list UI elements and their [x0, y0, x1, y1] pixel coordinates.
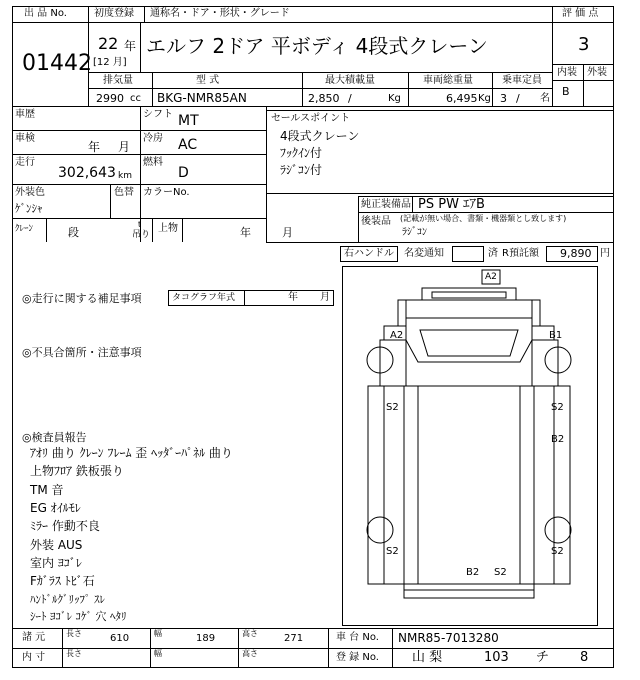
- inspector-line: 上物ﾌﾛｱ 鉄板張り: [30, 464, 124, 478]
- displacement: 2990: [96, 92, 124, 105]
- shift: MT: [178, 113, 199, 129]
- reg-year: 22: [98, 34, 119, 53]
- max-load: 2,850: [308, 92, 340, 105]
- tacho-year: 年: [288, 292, 298, 303]
- capacity-name: 名: [540, 93, 550, 104]
- rhd-label: 右ハンドル: [344, 248, 394, 259]
- mark-b1-right: B1: [549, 330, 563, 341]
- mark-b2-right: B2: [551, 434, 565, 445]
- sales-points-label: セールスポイント: [271, 113, 351, 124]
- wheel-rear-right: [545, 517, 571, 543]
- chassis: NMR85-7013280: [398, 631, 499, 645]
- recycle-amount: 9,890: [560, 247, 592, 260]
- upper-month: 月: [282, 226, 293, 239]
- plate-class: 103: [484, 650, 509, 665]
- gvw-label: 車両総重量: [423, 75, 473, 86]
- interior-grade: B: [562, 85, 570, 98]
- mark-s2-left-low: S2: [386, 546, 399, 557]
- tacho-label: タコグラフ年式: [172, 293, 236, 303]
- tacho-month: 月: [320, 292, 330, 303]
- color-change-label: 色替: [114, 187, 134, 198]
- model-grade-label: 通称名・ドア・形状・グレード: [150, 8, 290, 19]
- interior-dims-label: 内 寸: [22, 652, 46, 663]
- mark-a2-top: A2: [485, 272, 497, 282]
- cab-top-outline: [432, 292, 506, 298]
- crane-ton: t: [138, 220, 142, 229]
- height: 271: [284, 633, 304, 644]
- exterior-label: 外装: [587, 67, 607, 78]
- capacity: 3: [500, 92, 507, 105]
- inspector-line: Fｶﾞﾗｽ ﾄﾋﾞ石: [30, 574, 95, 588]
- interior-width-label: 幅: [154, 649, 162, 658]
- aftermarket-items: ﾗｼﾞｺﾝ: [402, 227, 427, 238]
- displacement-unit: cc: [130, 93, 141, 104]
- mark-s2-rear: S2: [494, 567, 507, 578]
- width: 189: [196, 633, 216, 644]
- aftermarket-note: (記載が無い場合、書類・機器類とし致します): [400, 214, 567, 223]
- history-label: 車歴: [15, 109, 35, 120]
- model-label: 型 式: [196, 75, 220, 86]
- height-label: 高さ: [242, 629, 258, 638]
- rear-gate: [404, 584, 534, 598]
- genuine-equipment: PS PW ｴｱB: [418, 197, 485, 212]
- vehicle-name: エルフ 2ドア 平ボディ 4段式クレーン: [146, 34, 488, 58]
- gvw-unit: Kg: [478, 93, 491, 104]
- inspector-line: ﾐﾗｰ 作動不良: [30, 519, 100, 533]
- mileage-unit: km: [118, 171, 132, 181]
- mileage: 302,643: [58, 165, 116, 181]
- color-no-label: カラーNo.: [143, 187, 190, 198]
- mark-s2-right-low: S2: [551, 546, 564, 557]
- defects-label: ◎不具合箇所・注意事項: [22, 346, 142, 359]
- ac-label: 冷房: [143, 133, 163, 144]
- inspector-line: 外装 AUS: [30, 538, 83, 552]
- recycle-label-1: 済: [488, 248, 498, 259]
- inspector-label: ◎検査員報告: [22, 431, 87, 444]
- width-label: 幅: [154, 629, 162, 638]
- plate-region: 山 梨: [412, 650, 443, 665]
- left-gate: [368, 386, 384, 584]
- mileage-label: 走行: [15, 157, 35, 168]
- inspector-line: ﾊﾝﾄﾞﾙｸﾞﾘｯﾌﾟ ｽﾚ: [30, 593, 105, 606]
- displacement-label: 排気量: [103, 75, 133, 86]
- ac: AC: [178, 137, 198, 153]
- upper-label: 上物: [158, 223, 178, 234]
- mark-s2-right-mid: S2: [551, 402, 564, 413]
- right-mirror: [532, 300, 540, 326]
- genuine-label: 純正装備品: [361, 199, 411, 210]
- reg-month: [12 月]: [93, 57, 127, 68]
- inspector-line: ｱｵﾘ 曲り ｸﾚｰﾝ ﾌﾚｰﾑ 歪 ﾍｯﾀﾞｰﾊﾟﾈﾙ 曲り: [30, 446, 233, 460]
- sales-point-3: ﾗｼﾞｺﾝ付: [280, 163, 323, 177]
- max-load-label: 最大積載量: [325, 75, 375, 86]
- shift-label: シフト: [143, 109, 173, 120]
- inspection-month: 月: [118, 140, 131, 154]
- plate-label: 登 録 No.: [336, 652, 379, 663]
- capacity-label: 乗車定員: [502, 75, 542, 86]
- sales-point-2: ﾌｯｸｲﾝ付: [280, 146, 323, 160]
- lot-no: 01442: [22, 51, 92, 76]
- sales-point-1: 4段式クレーン: [280, 129, 360, 143]
- aftermarket-label: 後装品: [361, 216, 391, 227]
- plate-number: 8: [580, 650, 589, 665]
- interior-label: 内装: [557, 67, 577, 78]
- score: 3: [578, 34, 590, 55]
- max-load-kg: Kg: [388, 93, 401, 104]
- length-label: 長さ: [66, 629, 82, 638]
- first-reg-label: 初度登録: [94, 8, 134, 19]
- lot-no-label: 出 品 No.: [24, 8, 67, 19]
- cargo-bed: [404, 386, 534, 584]
- recycle-label-2: R預託額: [502, 248, 539, 259]
- inspector-line: EG ｵｲﾙﾓﾚ: [30, 501, 81, 515]
- wheel-rear-left: [367, 517, 393, 543]
- ext-color-label: 外装色: [15, 187, 45, 198]
- inspector-line: 室内 ﾖｺﾞﾚ: [30, 556, 82, 570]
- crane-hook: 吊り: [132, 230, 151, 240]
- score-label: 評 価 点: [562, 8, 599, 19]
- crane-label: ｸﾚｰﾝ: [15, 224, 34, 234]
- reg-year-unit: 年: [124, 39, 137, 53]
- chassis-label: 車 台 No.: [336, 632, 379, 643]
- ext-color: ｹﾞﾝｼｬ: [15, 202, 43, 215]
- fuel: D: [178, 165, 189, 181]
- cab-body: [406, 300, 532, 362]
- recycle-unit: 円: [600, 248, 610, 259]
- windshield: [420, 330, 518, 356]
- inspection-label: 車検: [15, 133, 35, 144]
- interior-length-label: 長さ: [66, 649, 82, 658]
- inspector-line: ｼｰﾄ ﾖｺﾞﾚ ｺｹﾞ 穴 ﾍﾀﾘ: [30, 610, 127, 623]
- inspection-year: 年: [88, 140, 101, 154]
- fuel-label: 燃料: [143, 157, 163, 168]
- mark-b2-rear: B2: [466, 567, 480, 578]
- dims-label: 諸 元: [22, 632, 46, 643]
- name-change-label: 名変通知: [404, 248, 444, 259]
- plate-kana: チ: [536, 650, 550, 665]
- inspector-line: TM 音: [30, 483, 64, 497]
- max-load-slash: /: [348, 92, 352, 105]
- left-mirror: [398, 300, 406, 326]
- upper-year: 年: [240, 226, 251, 239]
- driving-notes-label: ◎走行に関する補足事項: [22, 292, 142, 305]
- mark-s2-left-mid: S2: [386, 402, 399, 413]
- crane-stage: 段: [68, 226, 79, 239]
- capacity-slash: /: [516, 92, 520, 105]
- interior-height-label: 高さ: [242, 649, 258, 658]
- mark-a2-left: A2: [390, 330, 404, 341]
- gvw: 6,495: [446, 92, 478, 105]
- model-code: BKG-NMR85AN: [157, 91, 247, 105]
- length: 610: [110, 633, 130, 644]
